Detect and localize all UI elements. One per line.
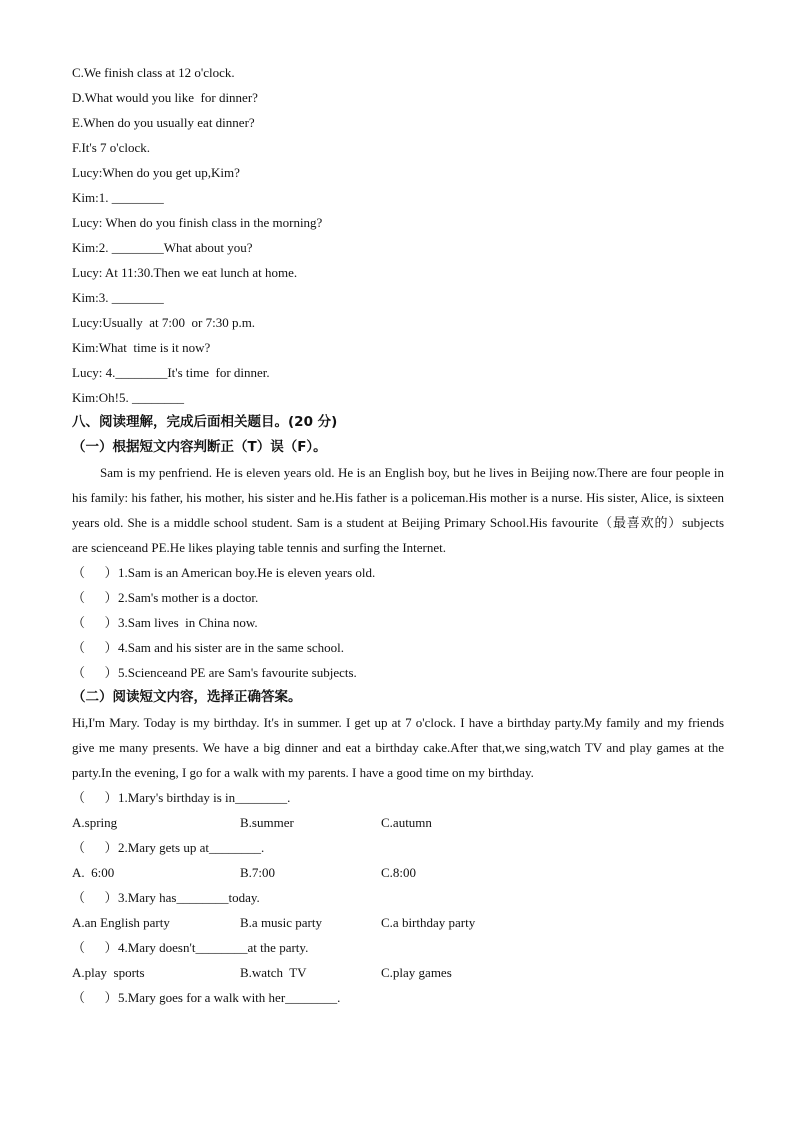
question-text: 5.Scienceand PE are Sam's favourite subjects. <box>118 665 357 680</box>
options-row <box>72 810 724 835</box>
tf-question <box>72 635 724 660</box>
worksheet-page <box>72 60 724 1010</box>
answer-paren[interactable]: （ ） <box>72 990 118 1005</box>
tf-question <box>72 560 724 585</box>
option-b: B.summer <box>240 815 294 830</box>
question-text: 3.Mary has________today. <box>118 890 260 905</box>
tf-question <box>72 660 724 685</box>
question-text: 4.Mary doesn't________at the party. <box>118 940 309 955</box>
dialogue-line: Kim:1. ________ <box>72 190 164 205</box>
part2-passage: Hi,I'm Mary. Today is my birthday. It's in summer. I get up at 7 o'clock. I have a birthday party.My family and my friends give me many presents. We have a big dinner and eat a birthday cake.After that,we sing,watch TV and play games at the party.In the evening, I go for a walk with my parents. I have a good time on my birthday. <box>72 715 724 780</box>
answer-paren[interactable]: （ ） <box>72 840 118 855</box>
question-text: 4.Sam and his sister are in the same school. <box>118 640 345 655</box>
question-text: 2.Sam's mother is a doctor. <box>118 590 259 605</box>
mc-question <box>72 785 724 810</box>
dialogue-line: Kim:Oh!5. ________ <box>72 390 184 405</box>
answer-paren[interactable]: （ ） <box>72 640 118 655</box>
tf-question <box>72 610 724 635</box>
question-text: 2.Mary gets up at________. <box>118 840 265 855</box>
dialogue-line: Lucy: When do you finish class in the morning? <box>72 215 323 230</box>
part1-questions <box>72 560 724 685</box>
answer-paren[interactable]: （ ） <box>72 940 118 955</box>
part2-title: （二）阅读短文内容，选择正确答案。 <box>72 689 302 705</box>
option-b: B.7:00 <box>240 865 276 880</box>
mc-question <box>72 985 724 1010</box>
dialogue-block <box>72 60 724 410</box>
answer-paren[interactable]: （ ） <box>72 890 118 905</box>
options-row <box>72 910 724 935</box>
dialogue-line: D.What would you like for dinner? <box>72 90 258 105</box>
mc-question <box>72 935 724 960</box>
dialogue-line: E.When do you usually eat dinner? <box>72 115 255 130</box>
dialogue-line: Lucy: At 11:30.Then we eat lunch at home. <box>72 265 298 280</box>
answer-paren[interactable]: （ ） <box>72 590 118 605</box>
section-title: 八、阅读理解，完成后面相关题目。(20 分) <box>72 414 338 430</box>
dialogue-line: Lucy:When do you get up,Kim? <box>72 165 240 180</box>
tf-question <box>72 585 724 610</box>
option-a: A.play sports <box>72 965 145 980</box>
option-c: C.autumn <box>381 815 432 830</box>
answer-paren[interactable]: （ ） <box>72 565 118 580</box>
option-a: A.spring <box>72 815 118 830</box>
dialogue-line: C.We finish class at 12 o'clock. <box>72 65 235 80</box>
option-a: A. 6:00 <box>72 865 115 880</box>
dialogue-line: Kim:What time is it now? <box>72 340 211 355</box>
dialogue-line: Lucy: 4.________It's time for dinner. <box>72 365 270 380</box>
part1-passage: Sam is my penfriend. He is eleven years old. He is an English boy, but he lives in Beijing now.There are four people in his family: his father, his mother, his sister and he.His father is a policeman.His mother is a nurse. His sister, Alice, is sixteen years old. She is a middle school student. Sam is a student at Beijing Primary School.His favourite（最喜欢的）subjects are scienceand PE.He likes playing table tennis and surfing the Internet. <box>72 465 724 555</box>
dialogue-line: Kim:2. ________What about you? <box>72 240 253 255</box>
option-c: C.a birthday party <box>381 915 476 930</box>
option-b: B.watch TV <box>240 965 307 980</box>
option-b: B.a music party <box>240 915 322 930</box>
dialogue-line: Lucy:Usually at 7:00 or 7:30 p.m. <box>72 315 256 330</box>
question-text: 1.Sam is an American boy.He is eleven years old. <box>118 565 376 580</box>
answer-paren[interactable]: （ ） <box>72 615 118 630</box>
part2-questions <box>72 785 724 1010</box>
question-text: 5.Mary goes for a walk with her________. <box>118 990 341 1005</box>
mc-question <box>72 835 724 860</box>
part1-title: （一）根据短文内容判断正（T）误（F）。 <box>72 439 327 455</box>
option-a: A.an English party <box>72 915 170 930</box>
mc-question <box>72 885 724 910</box>
dialogue-line: Kim:3. ________ <box>72 290 164 305</box>
dialogue-line: F.It's 7 o'clock. <box>72 140 151 155</box>
options-row <box>72 960 724 985</box>
option-c: C.8:00 <box>381 865 417 880</box>
options-row <box>72 860 724 885</box>
question-text: 1.Mary's birthday is in________. <box>118 790 291 805</box>
option-c: C.play games <box>381 965 452 980</box>
question-text: 3.Sam lives in China now. <box>118 615 258 630</box>
answer-paren[interactable]: （ ） <box>72 790 118 805</box>
answer-paren[interactable]: （ ） <box>72 665 118 680</box>
